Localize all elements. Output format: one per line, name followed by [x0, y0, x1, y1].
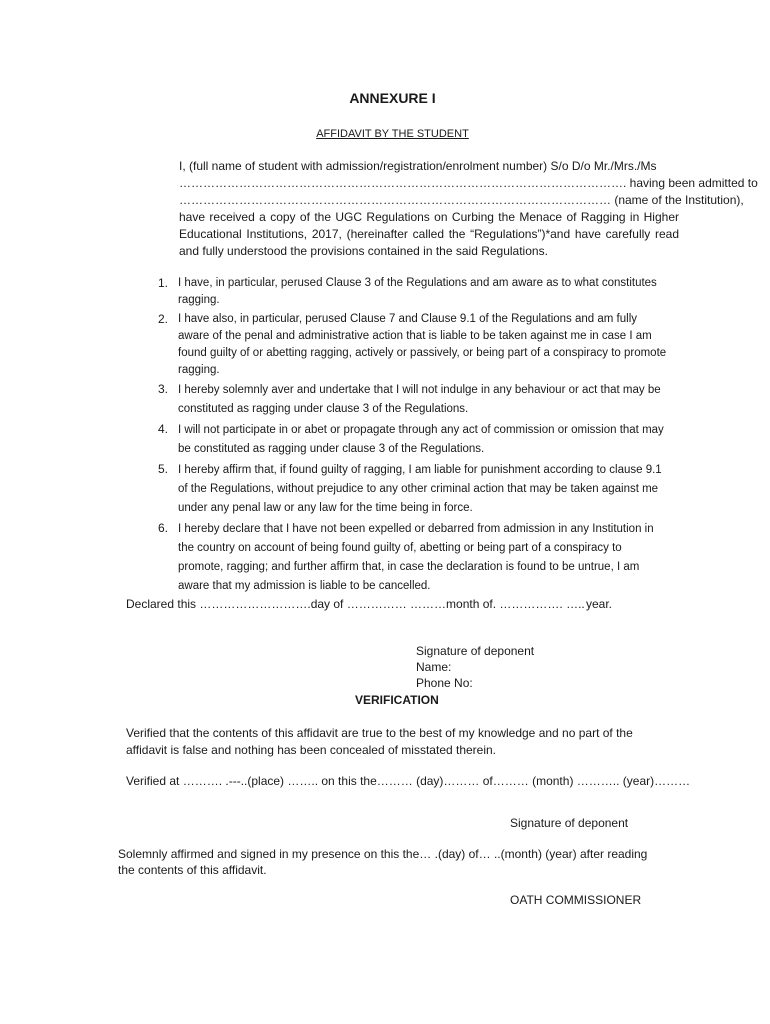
clause-number: 3. [157, 382, 168, 396]
solemn-line: Solemnly affirmed and signed in my presence on this the… .(day) of… ..(month) (year) after reading [118, 847, 648, 861]
verified-at-line: Verified at ………. .---..(place) …….. on this the……… (day)……… of……… (month) ……….. (year)……… [126, 774, 691, 788]
verification-line: Verified that the contents of this affidavit are true to the best of my knowledge and no part of the [126, 726, 633, 740]
intro-line: have received a copy of the UGC Regulations on Curbing the Menace of Ragging in Higher [179, 210, 679, 224]
declared-line: Declared this ……………………….day of …………… ………month of. ……………. ….. [126, 597, 585, 611]
clause-text: I hereby declare that I have not been expelled or debarred from admission in any Institution in the country on account of being found guilty of, abetting or being part of a conspiracy to promote, ragging; and further affirm that, in case the declaration is found to be untrue, I am aware that my admission is liable to be cancelled. [178, 523, 654, 592]
clause-number: 6. [157, 521, 168, 535]
clause-item [150, 381, 670, 419]
document-title: ANNEXURE I [349, 90, 436, 106]
signature-label: Signature of deponent [416, 644, 535, 658]
clause-item [150, 461, 670, 518]
clause-text: I have, in particular, perused Clause 3 of the Regulations and am aware as to what constitutes ragging. [178, 277, 657, 306]
document-subtitle: AFFIDAVIT BY THE STUDENT [316, 128, 469, 140]
verification-heading: VERIFICATION [355, 693, 439, 707]
clause-item [150, 520, 670, 596]
name-label: Name: [416, 660, 452, 674]
clause-text: I have also, in particular, perused Clause 7 and Clause 9.1 of the Regulations and am fully aware of the penal and administrative action that is liable to be taken against me in case I am found guilty of or abetting ragging, actively or passively, or being part of a conspiracy to promote ragging. [178, 313, 667, 376]
phone-label: Phone No: [416, 676, 473, 690]
intro-line: …………………………………………………………………………………………………. having been admitted to [179, 176, 758, 190]
intro-line: Educational Institutions, 2017, (hereinafter called the “Regulations”)*and have carefully read [179, 227, 679, 241]
deponent-signature-block [416, 643, 534, 691]
clause-item [150, 311, 670, 379]
intro-line: ……………………………………………………………………………………………… (name of the Institution), [179, 193, 744, 207]
declared-year: year. [586, 597, 613, 611]
oath-commissioner: OATH COMMISSIONER [510, 893, 642, 907]
clause-text: I will not participate in or abet or propagate through any act of commission or omission that may be constituted as ragging under clause 3 of the Regulations. [178, 424, 664, 455]
clause-text: I hereby solemnly aver and undertake that I will not indulge in any behaviour or act that may be constituted as ragging under clause 3 of the Regulations. [178, 384, 661, 415]
verification-signature: Signature of deponent [510, 816, 629, 830]
clause-item [150, 421, 670, 459]
verification-line: affidavit is false and nothing has been concealed of misstated therein. [126, 743, 497, 757]
clause-number: 1. [157, 276, 168, 290]
intro-paragraph [179, 158, 758, 260]
clause-number: 2. [157, 312, 168, 326]
intro-line: I, (full name of student with admission/registration/enrolment number) S/o D/o Mr./Mrs./Ms [179, 159, 657, 173]
clause-list [150, 275, 670, 598]
clause-text: I hereby affirm that, if found guilty of ragging, I am liable for punishment according to clause 9.1 of the Regulations, without prejudice to any other criminal action that may be taken against me under any penal law or any law for the time being in force. [178, 464, 662, 514]
clause-item [150, 275, 670, 309]
clause-number: 4. [157, 422, 168, 436]
clause-number: 5. [157, 462, 168, 476]
intro-line: and fully understood the provisions contained in the said Regulations. [179, 244, 548, 258]
solemn-line: the contents of this affidavit. [118, 863, 267, 877]
